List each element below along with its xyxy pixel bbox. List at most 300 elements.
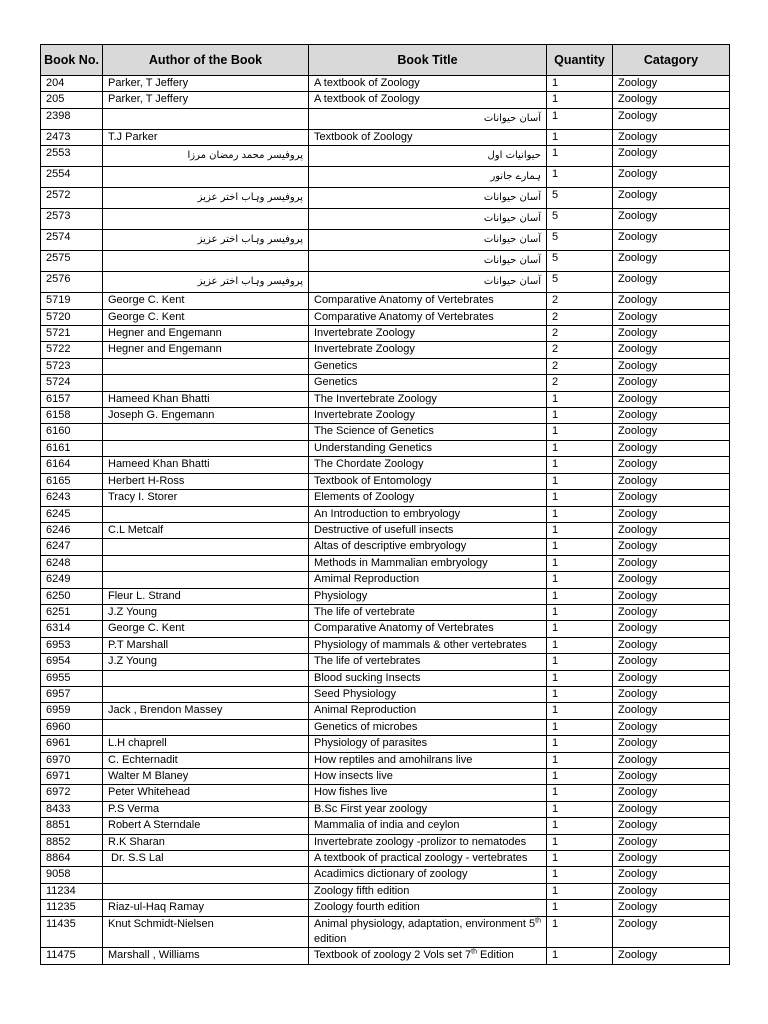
table-row [41,834,730,850]
cell-author: George C. Kent [103,621,309,637]
cell-category: Zoology [613,686,730,702]
cell-book-no: 5720 [41,309,103,325]
cell-category: Zoology [613,539,730,555]
table-row [41,604,730,620]
cell-category: Zoology [613,654,730,670]
cell-book-no: 8851 [41,818,103,834]
cell-book-no: 5724 [41,375,103,391]
cell-quantity: 1 [547,539,613,555]
cell-book-no: 8433 [41,801,103,817]
table-row [41,391,730,407]
cell-title: The Invertebrate Zoology [309,391,547,407]
cell-category: Zoology [613,572,730,588]
cell-book-no: 6247 [41,539,103,555]
cell-title: Physiology of parasites [309,736,547,752]
cell-category: Zoology [613,490,730,506]
header-book-no: Book No. [41,45,103,76]
cell-title: The Science of Genetics [309,424,547,440]
cell-quantity: 1 [547,703,613,719]
book-inventory-sheet [40,44,729,965]
cell-book-no: 8852 [41,834,103,850]
cell-book-no: 6970 [41,752,103,768]
table-row [41,555,730,571]
table-header [41,45,730,76]
cell-title: Blood sucking Insects [309,670,547,686]
cell-title: Invertebrate Zoology [309,342,547,358]
cell-quantity: 1 [547,719,613,735]
cell-title: آسان حیوانات [309,209,547,230]
cell-book-no: 6243 [41,490,103,506]
cell-title: Elements of Zoology [309,490,547,506]
header-row [41,45,730,76]
cell-quantity: 5 [547,230,613,251]
cell-category: Zoology [613,375,730,391]
cell-author: Herbert H-Ross [103,473,309,489]
header-category: Catagory [613,45,730,76]
table-row [41,588,730,604]
cell-title: آسان حیوانات [309,251,547,272]
cell-quantity: 1 [547,506,613,522]
cell-title: How reptiles and amohilrans live [309,752,547,768]
cell-quantity: 1 [547,752,613,768]
cell-author [103,719,309,735]
table-row [41,129,730,145]
cell-category: Zoology [613,867,730,883]
cell-quantity: 1 [547,867,613,883]
table-row [41,92,730,108]
cell-title: Physiology of mammals & other vertebrates [309,637,547,653]
cell-author [103,867,309,883]
cell-quantity: 2 [547,326,613,342]
cell-title: Methods in Mammalian embryology [309,555,547,571]
header-author: Author of the Book [103,45,309,76]
table-row [41,572,730,588]
table-row [41,375,730,391]
cell-author [103,506,309,522]
cell-quantity: 1 [547,900,613,916]
cell-category: Zoology [613,916,730,948]
cell-title: Amimal Reproduction [309,572,547,588]
table-row [41,342,730,358]
cell-quantity: 1 [547,604,613,620]
cell-quantity: 1 [547,801,613,817]
cell-book-no: 6953 [41,637,103,653]
table-row [41,785,730,801]
cell-book-no: 6246 [41,522,103,538]
cell-quantity: 5 [547,272,613,293]
cell-author: T.J Parker [103,129,309,145]
cell-title: Understanding Genetics [309,440,547,456]
cell-author: Walter M Blaney [103,769,309,785]
cell-quantity: 1 [547,736,613,752]
cell-title: Animal Reproduction [309,703,547,719]
table-row [41,719,730,735]
table-row [41,76,730,92]
cell-category: Zoology [613,457,730,473]
cell-quantity: 1 [547,522,613,538]
cell-book-no: 6972 [41,785,103,801]
cell-author [103,539,309,555]
cell-title: How fishes live [309,785,547,801]
cell-author [103,440,309,456]
cell-quantity: 1 [547,834,613,850]
cell-category: Zoology [613,506,730,522]
table-row [41,272,730,293]
cell-book-no: 6955 [41,670,103,686]
cell-title: Zoology fourth edition [309,900,547,916]
cell-title: حیوانیات اول [309,146,547,167]
cell-author: P.S Verma [103,801,309,817]
table-row [41,703,730,719]
cell-title: Genetics of microbes [309,719,547,735]
cell-author: پروفیسر وہاب اختر عزیز [103,230,309,251]
cell-author: پروفیسر محمد رمضان مرزا [103,146,309,167]
cell-quantity: 1 [547,129,613,145]
cell-title: The life of vertebrate [309,604,547,620]
cell-author [103,167,309,188]
cell-quantity: 2 [547,375,613,391]
table-row [41,146,730,167]
cell-quantity: 1 [547,686,613,702]
cell-quantity: 5 [547,188,613,209]
table-row [41,251,730,272]
cell-book-no: 2554 [41,167,103,188]
cell-quantity: 1 [547,108,613,129]
cell-book-no: 6961 [41,736,103,752]
cell-quantity: 1 [547,391,613,407]
table-row [41,654,730,670]
cell-book-no: 6251 [41,604,103,620]
cell-quantity: 1 [547,851,613,867]
cell-title: A textbook of Zoology [309,92,547,108]
cell-book-no: 6160 [41,424,103,440]
table-body [41,76,730,965]
cell-author: Parker, T Jeffery [103,92,309,108]
cell-author [103,670,309,686]
cell-category: Zoology [613,736,730,752]
cell-title: Comparative Anatomy of Vertebrates [309,621,547,637]
cell-category: Zoology [613,342,730,358]
table-row [41,637,730,653]
cell-book-no: 6164 [41,457,103,473]
cell-book-no: 5723 [41,358,103,374]
table-row [41,424,730,440]
cell-category: Zoology [613,108,730,129]
cell-quantity: 1 [547,555,613,571]
cell-book-no: 11475 [41,948,103,964]
cell-category: Zoology [613,851,730,867]
cell-author: Hegner and Engemann [103,342,309,358]
table-row [41,358,730,374]
cell-author: Tracy I. Storer [103,490,309,506]
cell-title: How insects live [309,769,547,785]
cell-quantity: 1 [547,457,613,473]
cell-title: Genetics [309,358,547,374]
cell-author [103,108,309,129]
cell-quantity: 1 [547,167,613,188]
ordinal-suffix: th [535,917,541,924]
cell-category: Zoology [613,92,730,108]
cell-quantity: 5 [547,209,613,230]
cell-author: R.K Sharan [103,834,309,850]
cell-author [103,883,309,899]
table-row [41,883,730,899]
table-row [41,490,730,506]
table-row [41,900,730,916]
table-row [41,522,730,538]
table-row [41,686,730,702]
cell-quantity: 1 [547,588,613,604]
cell-author: Jack , Brendon Massey [103,703,309,719]
cell-title: The life of vertebrates [309,654,547,670]
cell-author [103,686,309,702]
table-row [41,293,730,309]
cell-book-no: 6161 [41,440,103,456]
book-table [40,44,730,965]
table-row [41,506,730,522]
cell-book-no: 6971 [41,769,103,785]
cell-author: Dr. S.S Lal [103,851,309,867]
cell-book-no: 6157 [41,391,103,407]
cell-author: Parker, T Jeffery [103,76,309,92]
cell-quantity: 1 [547,654,613,670]
table-row [41,309,730,325]
cell-category: Zoology [613,76,730,92]
cell-quantity: 1 [547,424,613,440]
cell-category: Zoology [613,146,730,167]
cell-category: Zoology [613,251,730,272]
cell-author: Joseph G. Engemann [103,408,309,424]
table-row [41,752,730,768]
cell-author [103,375,309,391]
cell-title: Comparative Anatomy of Vertebrates [309,309,547,325]
cell-book-no: 2573 [41,209,103,230]
table-row [41,948,730,964]
cell-author [103,251,309,272]
cell-title: Altas of descriptive embryology [309,539,547,555]
cell-title: Seed Physiology [309,686,547,702]
cell-author [103,424,309,440]
cell-quantity: 1 [547,621,613,637]
cell-author: Hegner and Engemann [103,326,309,342]
cell-title: A textbook of practical zoology - vertebrates [309,851,547,867]
cell-book-no: 5722 [41,342,103,358]
cell-book-no: 6960 [41,719,103,735]
cell-quantity: 5 [547,251,613,272]
cell-author [103,209,309,230]
header-quantity: Quantity [547,45,613,76]
cell-book-no: 11435 [41,916,103,948]
cell-category: Zoology [613,948,730,964]
cell-title: Animal physiology, adaptation, environment 5th edition [309,916,547,948]
cell-book-no: 6314 [41,621,103,637]
cell-category: Zoology [613,129,730,145]
table-row [41,457,730,473]
cell-title: Acadimics dictionary of zoology [309,867,547,883]
cell-quantity: 1 [547,572,613,588]
cell-title: Textbook of zoology 2 Vols set 7th Edition [309,948,547,964]
cell-book-no: 205 [41,92,103,108]
cell-title: Zoology fifth edition [309,883,547,899]
table-row [41,736,730,752]
cell-category: Zoology [613,785,730,801]
cell-book-no: 2576 [41,272,103,293]
cell-category: Zoology [613,703,730,719]
cell-title: Invertebrate Zoology [309,326,547,342]
cell-author: C.L Metcalf [103,522,309,538]
cell-category: Zoology [613,167,730,188]
cell-author: C. Echternadit [103,752,309,768]
cell-author: George C. Kent [103,293,309,309]
cell-category: Zoology [613,801,730,817]
cell-title: آسان حیوانات [309,108,547,129]
cell-quantity: 1 [547,670,613,686]
cell-book-no: 6249 [41,572,103,588]
table-row [41,230,730,251]
cell-author: پروفیسر وہاب اختر عزیز [103,272,309,293]
cell-quantity: 1 [547,818,613,834]
cell-quantity: 1 [547,490,613,506]
table-row [41,326,730,342]
cell-book-no: 11234 [41,883,103,899]
cell-book-no: 2572 [41,188,103,209]
table-row [41,408,730,424]
cell-quantity: 1 [547,473,613,489]
cell-book-no: 2553 [41,146,103,167]
cell-quantity: 1 [547,76,613,92]
cell-category: Zoology [613,818,730,834]
cell-title: Destructive of usefull insects [309,522,547,538]
cell-quantity: 1 [547,948,613,964]
table-row [41,818,730,834]
table-row [41,621,730,637]
cell-book-no: 6250 [41,588,103,604]
table-row [41,473,730,489]
table-row [41,851,730,867]
cell-book-no: 5719 [41,293,103,309]
cell-book-no: 6959 [41,703,103,719]
cell-author: L.H chaprell [103,736,309,752]
cell-category: Zoology [613,670,730,686]
cell-author: George C. Kent [103,309,309,325]
cell-author [103,555,309,571]
cell-category: Zoology [613,309,730,325]
cell-title: Mammalia of india and ceylon [309,818,547,834]
cell-quantity: 1 [547,916,613,948]
cell-category: Zoology [613,424,730,440]
cell-quantity: 2 [547,358,613,374]
cell-quantity: 2 [547,342,613,358]
ordinal-suffix: th [471,948,477,956]
cell-category: Zoology [613,555,730,571]
cell-category: Zoology [613,604,730,620]
cell-category: Zoology [613,209,730,230]
cell-author [103,358,309,374]
cell-category: Zoology [613,188,730,209]
cell-category: Zoology [613,326,730,342]
cell-author: Fleur L. Strand [103,588,309,604]
cell-title: آسان حیوانات [309,230,547,251]
cell-quantity: 1 [547,408,613,424]
cell-category: Zoology [613,293,730,309]
cell-author: Marshall , Williams [103,948,309,964]
cell-author: Riaz-ul-Haq Ramay [103,900,309,916]
cell-author: Knut Schmidt-Nielsen [103,916,309,948]
cell-book-no: 6954 [41,654,103,670]
cell-author: J.Z Young [103,654,309,670]
cell-book-no: 2575 [41,251,103,272]
cell-author: P.T Marshall [103,637,309,653]
cell-category: Zoology [613,272,730,293]
cell-book-no: 6248 [41,555,103,571]
cell-category: Zoology [613,621,730,637]
cell-quantity: 1 [547,92,613,108]
table-row [41,108,730,129]
cell-quantity: 1 [547,769,613,785]
cell-quantity: 1 [547,883,613,899]
cell-title: آسان حیوانات [309,188,547,209]
table-row [41,539,730,555]
cell-author [103,572,309,588]
cell-title: Physiology [309,588,547,604]
cell-title: Comparative Anatomy of Vertebrates [309,293,547,309]
cell-category: Zoology [613,473,730,489]
cell-quantity: 1 [547,440,613,456]
cell-author: J.Z Young [103,604,309,620]
cell-author: Hameed Khan Bhatti [103,391,309,407]
cell-title: آسان حیوانات [309,272,547,293]
cell-category: Zoology [613,637,730,653]
cell-book-no: 2574 [41,230,103,251]
cell-author: پروفیسر وہاب اختر عزیز [103,188,309,209]
cell-author: Hameed Khan Bhatti [103,457,309,473]
cell-quantity: 2 [547,293,613,309]
cell-title: An Introduction to embryology [309,506,547,522]
cell-title: Genetics [309,375,547,391]
cell-category: Zoology [613,588,730,604]
cell-title: Invertebrate zoology -prolizor to nematodes [309,834,547,850]
cell-category: Zoology [613,408,730,424]
cell-title: The Chordate Zoology [309,457,547,473]
cell-title: Invertebrate Zoology [309,408,547,424]
cell-book-no: 5721 [41,326,103,342]
table-row [41,867,730,883]
cell-quantity: 1 [547,637,613,653]
cell-book-no: 2398 [41,108,103,129]
cell-category: Zoology [613,391,730,407]
cell-title: ہمارے جانور [309,167,547,188]
cell-title: A textbook of Zoology [309,76,547,92]
cell-category: Zoology [613,440,730,456]
cell-title: Textbook of Zoology [309,129,547,145]
cell-quantity: 1 [547,785,613,801]
table-row [41,769,730,785]
cell-book-no: 8864 [41,851,103,867]
cell-quantity: 2 [547,309,613,325]
cell-author: Robert A Sterndale [103,818,309,834]
table-row [41,801,730,817]
cell-title: B.Sc First year zoology [309,801,547,817]
table-row [41,167,730,188]
cell-book-no: 11235 [41,900,103,916]
cell-category: Zoology [613,883,730,899]
cell-author: Peter Whitehead [103,785,309,801]
cell-book-no: 6158 [41,408,103,424]
cell-category: Zoology [613,900,730,916]
header-title: Book Title [309,45,547,76]
cell-category: Zoology [613,358,730,374]
cell-category: Zoology [613,834,730,850]
